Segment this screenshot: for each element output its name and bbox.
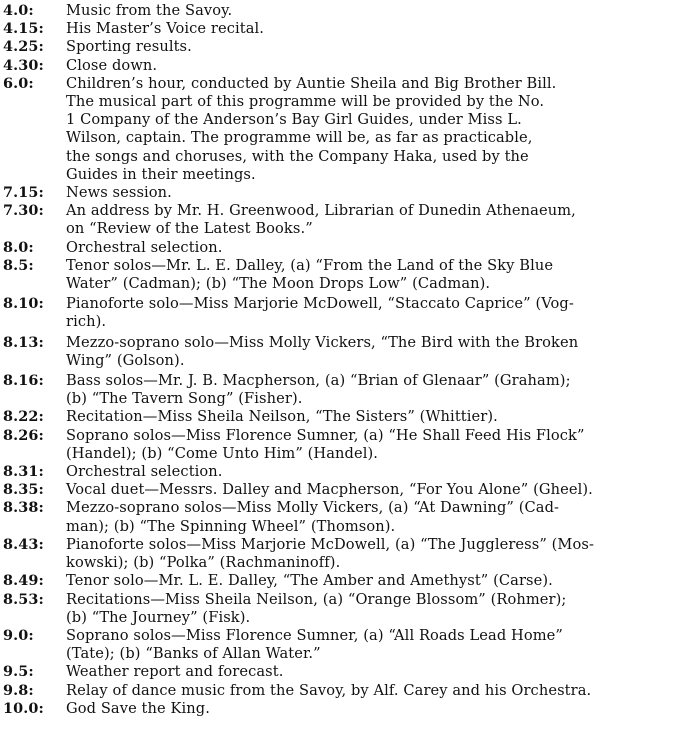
entry-time: 8.38: (3, 499, 44, 517)
programme-entry (0, 700, 700, 718)
entry-time: 7.15: (3, 184, 44, 202)
programme-entry (0, 682, 700, 700)
entry-time: 8.31: (3, 463, 44, 481)
entry-time: 4.0: (3, 2, 34, 19)
entry-text: Tenor solos—Mr. L. E. Dalley, (a) “From the Land of the Sky Blue Water” (Cadman); (b) “The Moon Drops Low” (Cadman). (66, 256, 554, 293)
programme-entry (0, 627, 700, 663)
programme-entry (0, 202, 700, 238)
entry-text: Soprano solos—Miss Florence Sumner, (a) “All Roads Lead Home” (Tate); (b) “Banks of Allan Water.” (66, 626, 563, 663)
entry-text: Bass solos—Mr. J. B. Macpherson, (a) “Brian of Glenaar” (Graham); (b) “The Tavern Song” (Fisher). (66, 372, 571, 408)
programme-listing (0, 2, 700, 718)
programme-entry (0, 239, 700, 257)
entry-time: 4.30: (3, 56, 44, 74)
entry-time: 8.35: (3, 481, 44, 499)
entry-time: 7.30: (3, 202, 44, 220)
entry-time: 8.5: (3, 256, 34, 274)
entry-text: Pianoforte solos—Miss Marjorie McDowell, (a) “The Juggleress” (Mos- kowski); (b) “Polka” (Rachmaninoff). (66, 535, 594, 572)
entry-text: God Save the King. (66, 699, 210, 717)
entry-time: 9.8: (3, 681, 34, 699)
entry-text: Soprano solos—Miss Florence Sumner, (a) “He Shall Feed His Flock” (Handel); (b) “Come Unto Him” (Handel). (66, 426, 585, 462)
programme-entry (0, 75, 700, 184)
entry-time: 8.53: (3, 590, 44, 608)
entry-text: Mezzo-soprano solo—Miss Molly Vickers, “The Bird with the Broken Wing” (Golson). (66, 333, 579, 369)
entry-time: 6.0: (3, 74, 34, 92)
programme-entry (0, 295, 700, 331)
entry-text: Weather report and forecast. (66, 663, 284, 681)
entry-time: 10.0: (3, 699, 44, 717)
entry-time: 8.26: (3, 426, 44, 444)
entry-time: 4.15: (3, 20, 44, 38)
entry-text: Recitations—Miss Sheila Neilson, (a) “Orange Blossom” (Rohmer); (b) “The Journey” (Fisk). (66, 590, 567, 626)
entry-text: Relay of dance music from the Savoy, by Alf. Carey and his Orchestra. (66, 681, 592, 699)
programme-entry (0, 463, 700, 481)
entry-text: His Master’s Voice recital. (66, 20, 265, 38)
programme-entry (0, 57, 700, 75)
entry-time: 8.22: (3, 408, 44, 426)
entry-time: 8.13: (3, 333, 44, 351)
entry-time: 8.10: (3, 295, 44, 313)
entry-time: 9.0: (3, 626, 34, 644)
programme-entry (0, 257, 700, 293)
entry-text: Children’s hour, conducted by Auntie Sheila and Big Brother Bill. The musical part of this programme will be provided by the No. 1 Company of the Anderson’s Bay Girl Guides, under Miss L. Wilson, captain. The programme will be, as far as practicable, the songs and choruses, with the Company Haka, used by the Guides in their meetings. (66, 74, 557, 183)
programme-entry (0, 372, 700, 408)
entry-text: News session. (66, 184, 172, 202)
programme-entry (0, 2, 700, 20)
entry-time: 9.5: (3, 663, 34, 681)
programme-entry (0, 499, 700, 535)
entry-text: Recitation—Miss Sheila Neilson, “The Sisters” (Whittier). (66, 408, 498, 426)
entry-text: Mezzo-soprano solos—Miss Molly Vickers, (a) “At Dawning” (Cad- man); (b) “The Spinning Wheel” (Thomson). (66, 499, 560, 535)
entry-text: Orchestral selection. (66, 463, 223, 481)
entry-text: Close down. (66, 56, 158, 74)
entry-text: Tenor solo—Mr. L. E. Dalley, “The Amber and Amethyst” (Carse). (66, 572, 553, 590)
entry-time: 8.43: (3, 535, 44, 553)
programme-entry (0, 663, 700, 681)
entry-text: Orchestral selection. (66, 238, 223, 256)
entry-time: 4.25: (3, 38, 44, 56)
programme-entry (0, 20, 700, 38)
programme-entry (0, 481, 700, 499)
programme-entry (0, 334, 700, 370)
programme-entry (0, 572, 700, 590)
programme-entry (0, 38, 700, 56)
entry-text: Vocal duet—Messrs. Dalley and Macpherson, “For You Alone” (Gheel). (66, 481, 593, 499)
programme-entry (0, 184, 700, 202)
entry-time: 8.16: (3, 372, 44, 390)
entry-text: An address by Mr. H. Greenwood, Librarian of Dunedin Athenaeum, on “Review of the Latest Books.” (66, 202, 576, 238)
programme-entry (0, 427, 700, 463)
entry-time: 8.49: (3, 572, 44, 590)
programme-entry (0, 591, 700, 627)
entry-text: Sporting results. (66, 38, 192, 56)
entry-text: Music from the Savoy. (66, 2, 233, 19)
programme-entry (0, 408, 700, 426)
entry-text: Pianoforte solo—Miss Marjorie McDowell, “Staccato Caprice” (Vog- rich). (66, 295, 574, 331)
entry-time: 8.0: (3, 238, 34, 256)
programme-entry (0, 536, 700, 572)
